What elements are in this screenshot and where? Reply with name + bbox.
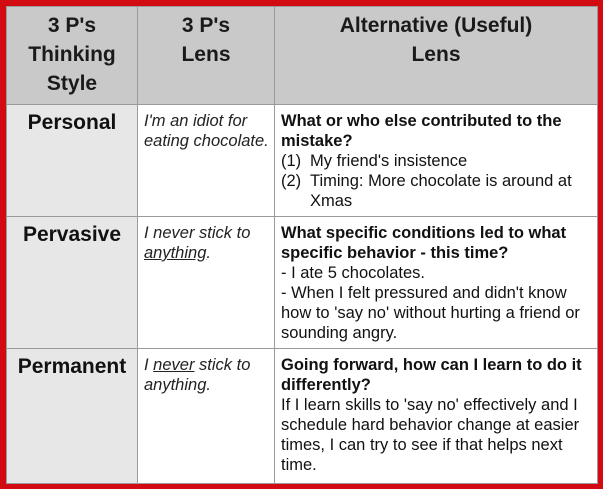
lens-emphasis: anything bbox=[144, 244, 207, 262]
term-cell: Personal bbox=[7, 105, 138, 217]
alternative-cell bbox=[275, 349, 598, 484]
table-row-permanent bbox=[7, 349, 598, 484]
list-number: (1) bbox=[281, 152, 302, 170]
list-item bbox=[281, 151, 593, 171]
header-line: Lens bbox=[411, 43, 461, 66]
alternative-question: What or who else contributed to the mistake? bbox=[281, 112, 562, 150]
lens-cell bbox=[138, 217, 275, 349]
term-cell: Pervasive bbox=[7, 217, 138, 349]
list-text: My friend's insistence bbox=[310, 152, 468, 170]
list-number: (2) bbox=[281, 172, 302, 190]
alternative-line: - When I felt pressured and didn't know how to 'say no' without hurting a friend or sounding angry. bbox=[281, 284, 580, 342]
term-cell: Permanent bbox=[7, 349, 138, 484]
lens-cell: I'm an idiot for eating chocolate. bbox=[138, 105, 275, 217]
lens-emphasis: never bbox=[153, 356, 195, 374]
alternative-question: Going forward, how can I learn to do it differently? bbox=[281, 356, 582, 394]
header-line: Alternative (Useful) bbox=[339, 14, 533, 37]
header-line: Thinking bbox=[28, 43, 116, 66]
list-text: Timing: More chocolate is around at Xmas bbox=[310, 172, 572, 210]
list-item bbox=[281, 171, 593, 211]
header-thinking-style bbox=[7, 7, 138, 105]
alternative-question: What specific conditions led to what specific behavior - this time? bbox=[281, 224, 567, 262]
three-ps-table bbox=[6, 6, 598, 484]
alternative-line: - I ate 5 chocolates. bbox=[281, 264, 425, 282]
alternative-cell bbox=[275, 217, 598, 349]
alternative-line: If I learn skills to 'say no' effectively and I schedule hard behavior change at easier times, I can try to see if that helps next time. bbox=[281, 396, 580, 474]
header-row bbox=[7, 7, 598, 105]
header-line: Style bbox=[46, 72, 98, 95]
header-line: 3 P's bbox=[181, 14, 231, 37]
table-row-personal bbox=[7, 105, 598, 217]
lens-cell bbox=[138, 349, 275, 484]
lens-text: . bbox=[206, 244, 211, 262]
header-alternative-lens bbox=[275, 7, 598, 105]
table-row-pervasive bbox=[7, 217, 598, 349]
alternative-cell bbox=[275, 105, 598, 217]
lens-text: I bbox=[144, 356, 154, 374]
header-line: Lens bbox=[181, 43, 231, 66]
lens-text: I never stick to bbox=[144, 224, 251, 242]
header-line: 3 P's bbox=[47, 14, 97, 37]
header-3ps-lens bbox=[138, 7, 275, 105]
lens-text: stick to anything. bbox=[144, 356, 251, 394]
